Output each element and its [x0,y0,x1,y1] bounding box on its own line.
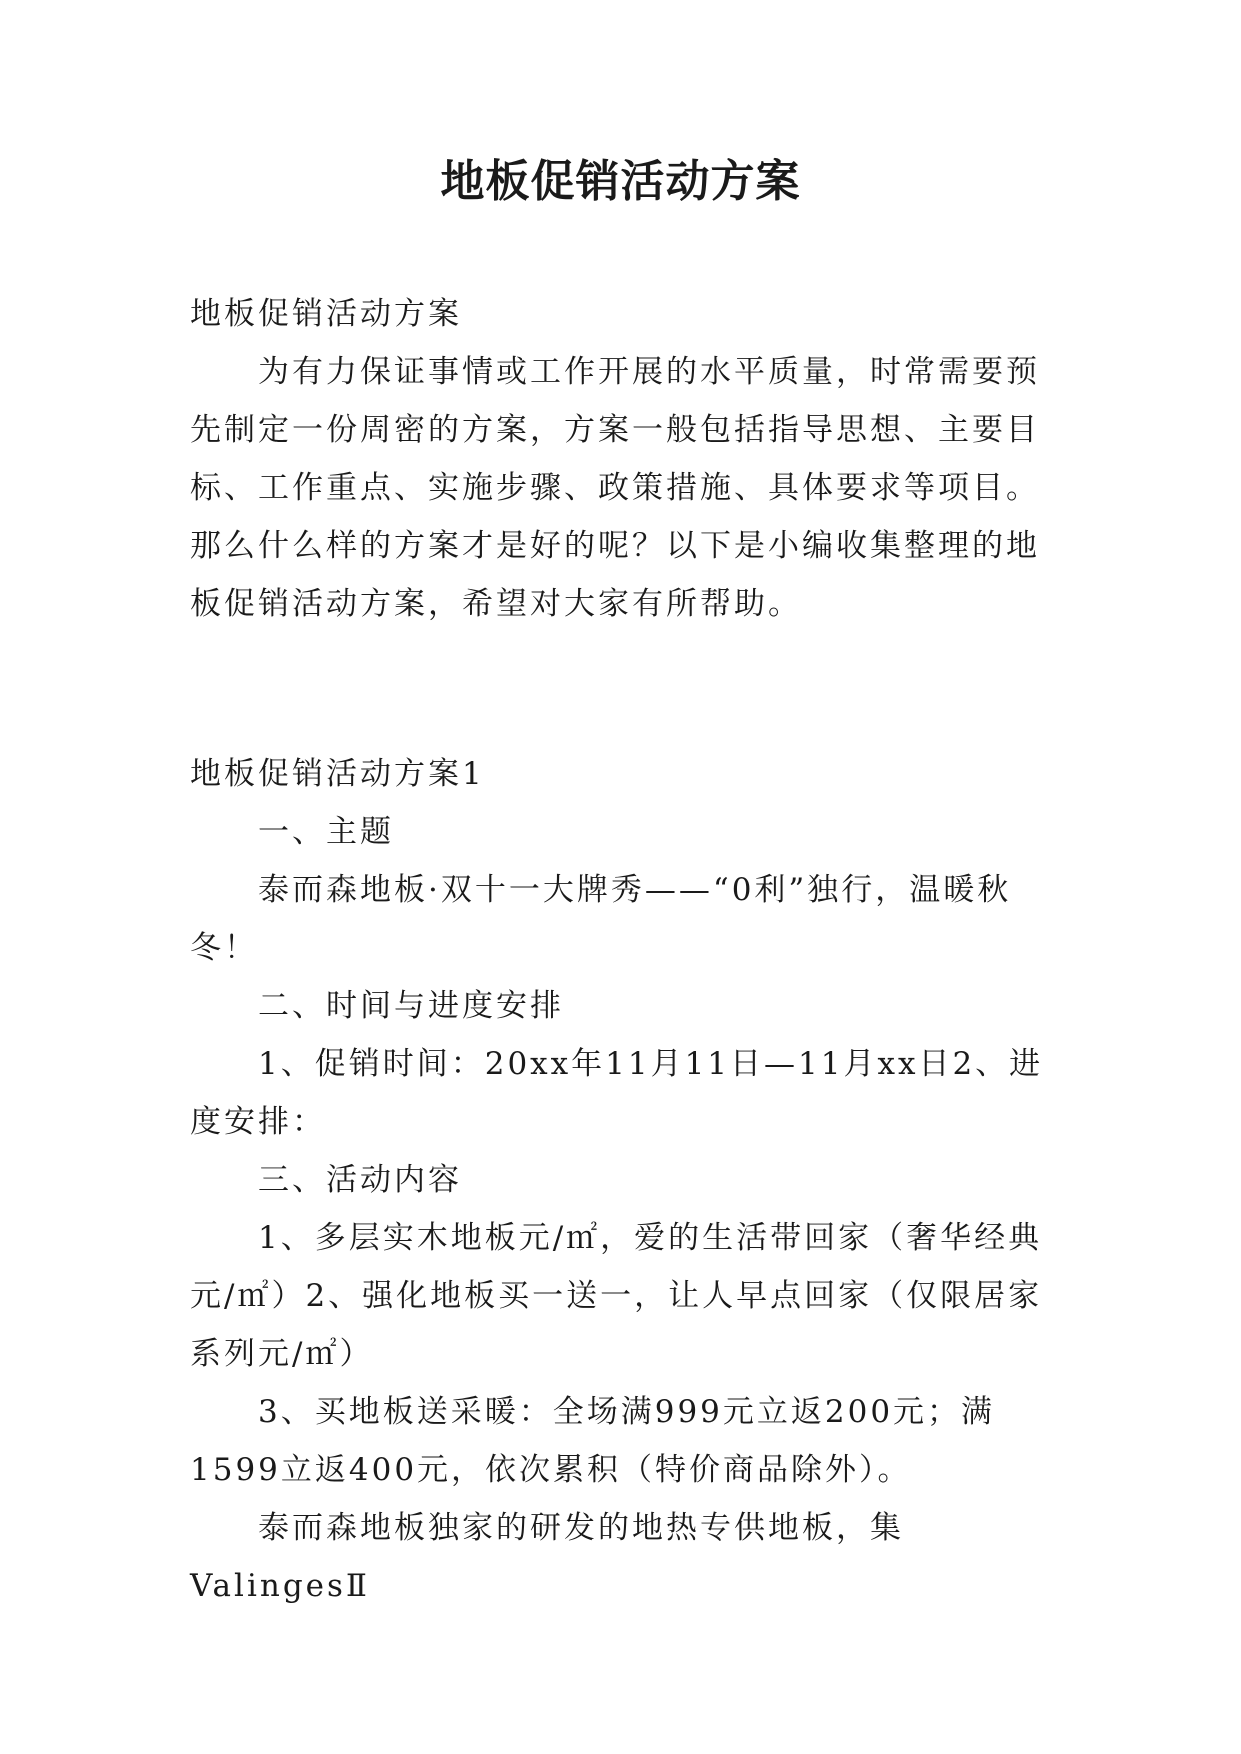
intro-section [190,285,1060,343]
section-1-title: 一、主题 [258,814,394,850]
closing-paragraph: 泰而森地板独家的研发的地热专供地板，集ValingesⅡ [190,1510,904,1604]
intro-paragraph-block [190,343,1060,633]
section-2-title: 二、时间与进度安排 [258,988,564,1024]
activity-item-3: 3、买地板送采暖：全场满999元立返200元；满1599立返400元，依次累积（特价商品除外）。 [190,1394,996,1488]
section-3-title: 三、活动内容 [258,1162,462,1198]
section-2-text: 1、促销时间：20xx年11月11日—11月xx日2、进度安排： [190,1046,1044,1140]
plan-1-section [190,745,1060,1615]
plan-1-heading: 地板促销活动方案1 [190,756,485,792]
section-1-text: 泰而森地板·双十一大牌秀——“0利”独行，温暖秋冬！ [190,872,1012,966]
activity-items-1-2: 1、多层实木地板元/㎡，爱的生活带回家（奢华经典元/㎡）2、强化地板买一送一，让人早点回家（仅限居家系列元/㎡） [190,1220,1043,1372]
intro-heading: 地板促销活动方案 [190,296,462,332]
document-title: 地板促销活动方案 [440,156,801,207]
intro-paragraph: 为有力保证事情或工作开展的水平质量，时常需要预先制定一份周密的方案，方案一般包括指导思想、主要目标、工作重点、实施步骤、政策措施、具体要求等项目。那么什么样的方案才是好的呢？以下是小编收集整理的地板促销活动方案，希望对大家有所帮助。 [190,354,1040,622]
